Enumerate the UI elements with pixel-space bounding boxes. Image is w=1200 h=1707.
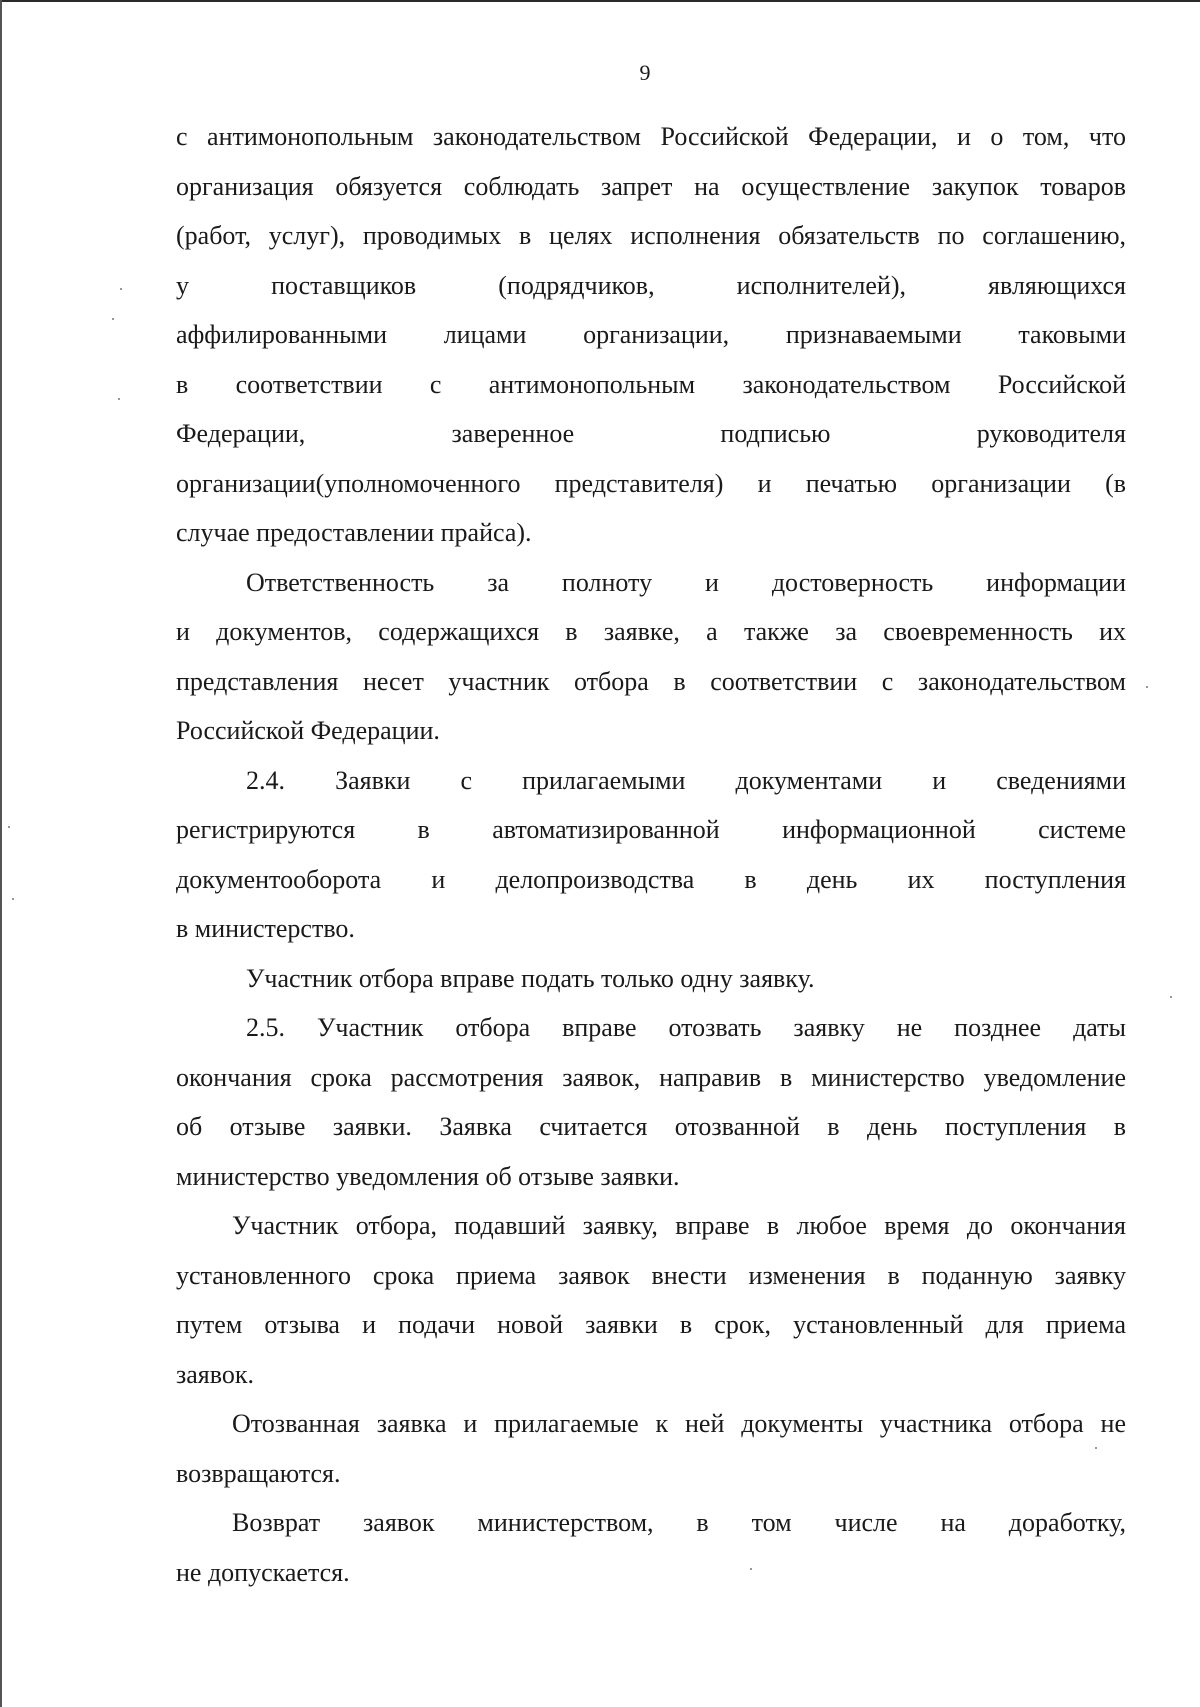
text-line: Российской Федерации. — [176, 716, 440, 745]
text-line: окончания срока рассмотрения заявок, направив в министерство уведомление — [176, 1062, 1126, 1092]
scan-edge-left — [0, 0, 2, 1707]
paragraph — [176, 1399, 1126, 1498]
text-line: аффилированными лицами организации, признаваемыми таковыми — [176, 320, 1126, 349]
text-line: Отозванная заявка и прилагаемые к ней документы участника отбора не — [232, 1409, 1126, 1438]
text-line: у поставщиков (подрядчиков, исполнителей), являющихся — [176, 270, 1126, 300]
text-line: Федерации, заверенное подписью руководителя — [176, 419, 1126, 448]
paragraph — [176, 1201, 1126, 1399]
paragraph — [176, 756, 1126, 954]
text-line: в соответствии с антимонопольным законодательством Российской — [176, 369, 1126, 399]
paragraph — [176, 1498, 1126, 1597]
text-line: возвращаются. — [176, 1458, 341, 1488]
text-line: организации(уполномоченного представителя) и печатью организации (в — [176, 468, 1126, 498]
scan-speck — [1146, 686, 1148, 688]
text-line: представления несет участник отбора в соответствии с законодательством — [176, 666, 1126, 696]
scan-speck — [120, 288, 122, 290]
text-line: министерство уведомления об отзыве заявки. — [176, 1161, 680, 1191]
text-line: (работ, услуг), проводимых в целях исполнения обязательств по соглашению, — [176, 221, 1126, 250]
text-line: Возврат заявок министерством, в том числе на доработку, — [232, 1508, 1126, 1537]
text-line: путем отзыва и подачи новой заявки в срок, установленный для приема — [176, 1310, 1126, 1339]
scan-speck — [118, 398, 120, 400]
text-line: организация обязуется соблюдать запрет на осуществление закупок товаров — [176, 171, 1126, 201]
page-number: 9 — [639, 60, 651, 85]
scan-speck — [1170, 996, 1172, 998]
paragraph — [176, 558, 1126, 756]
text-line: и документов, содержащихся в заявке, а также за своевременность их — [176, 617, 1126, 646]
document-body — [176, 112, 1126, 1597]
text-line: не допускается. — [176, 1557, 350, 1587]
text-line: в министерство. — [176, 914, 355, 943]
text-line: случае предоставлении прайса). — [176, 518, 532, 547]
scan-speck — [12, 898, 14, 900]
scan-speck — [8, 826, 10, 828]
scan-speck — [1095, 1447, 1097, 1449]
text-line: 2.4. Заявки с прилагаемыми документами и сведениями — [246, 765, 1126, 795]
text-line: 2.5. Участник отбора вправе отозвать заявку не позднее даты — [246, 1013, 1126, 1042]
text-line: документооборота и делопроизводства в день их поступления — [176, 864, 1126, 894]
scan-edge-top — [0, 0, 1200, 2]
paragraph — [176, 954, 1126, 1004]
scan-speck — [112, 318, 114, 320]
text-line: регистрируются в автоматизированной информационной системе — [176, 815, 1126, 844]
scan-speck — [750, 1568, 752, 1570]
text-line: Участник отбора, подавший заявку, вправе в любое время до окончания — [232, 1211, 1126, 1240]
text-line: Участник отбора вправе подать только одну заявку. — [246, 963, 815, 993]
text-line: с антимонопольным законодательством Российской Федерации, и о том, что — [176, 122, 1126, 151]
text-line: заявок. — [176, 1359, 254, 1389]
paragraph — [176, 112, 1126, 558]
text-line: Ответственность за полноту и достоверность информации — [246, 567, 1126, 597]
text-line: установленного срока приема заявок внести изменения в поданную заявку — [176, 1260, 1126, 1290]
text-line: об отзыве заявки. Заявка считается отозванной в день поступления в — [176, 1112, 1126, 1141]
paragraph — [176, 1003, 1126, 1201]
